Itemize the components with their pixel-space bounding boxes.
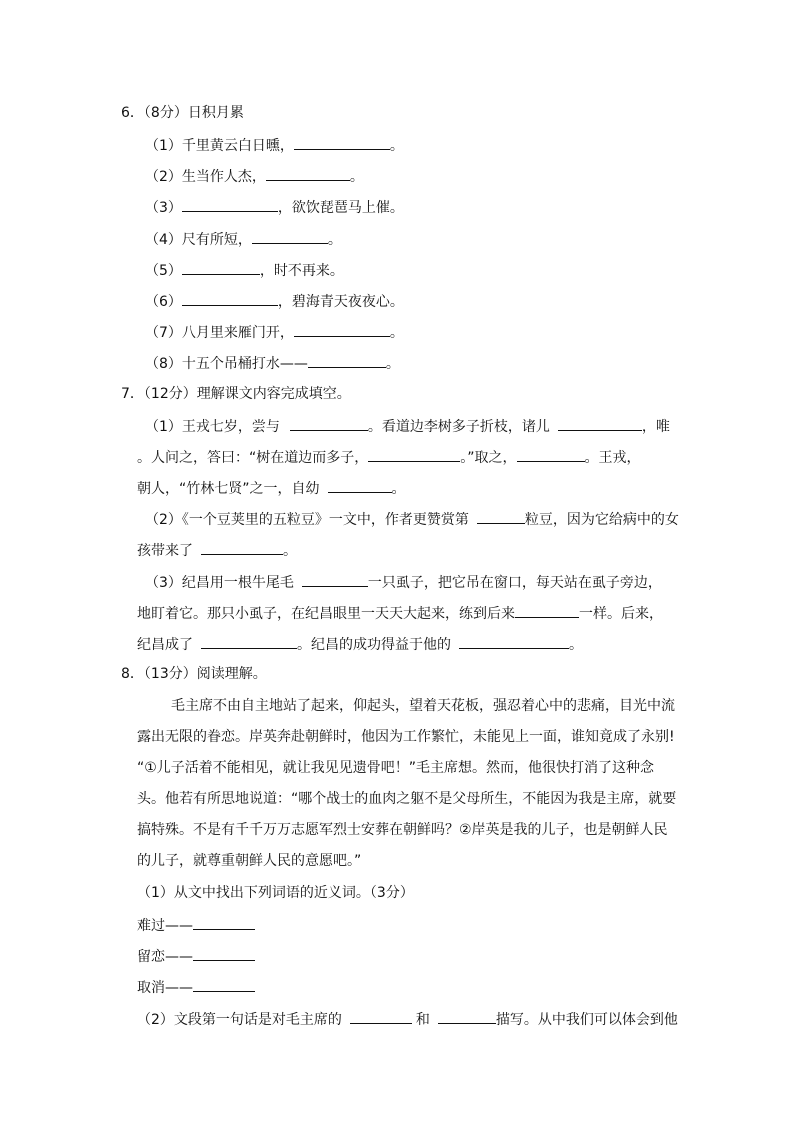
q6-item-4 — [145, 228, 342, 250]
q7-p1-text: 。 — [391, 481, 406, 497]
q8-passage-line: “①儿子活着不能相见，就让我见见遗骨吧！”毛主席想。然而，他很快打消了这种念 — [137, 760, 655, 776]
q6-item-2 — [145, 165, 364, 187]
q7-p1-text: 。王戎， — [584, 450, 641, 466]
q7-p3-text: 一只虱子，把它吊在窗口，每天站在虱子旁边， — [367, 575, 662, 591]
q7-p1-text: ，唯 — [641, 419, 670, 435]
q8-sub2-text: 描写。从中我们可以体会到他 — [495, 1012, 678, 1028]
q7-title: 7．（12分）理解课文内容完成填空。 — [121, 386, 351, 402]
q8-sub1-prompt: （1）从文中找出下列词语的近义词。（3分） — [137, 885, 414, 901]
q6-item-8-suffix: 。 — [385, 356, 400, 372]
q7-p3-line-3 — [137, 633, 583, 655]
q8-synonym-blank[interactable] — [193, 945, 255, 961]
q7-p1-line-1 — [145, 415, 670, 437]
q6-item-5-prefix: （5） — [145, 263, 182, 279]
q6-item-5-suffix: ，时不再来。 — [259, 263, 344, 279]
q7-p1-text: （1）王戎七岁，尝与 — [145, 419, 280, 435]
q7-p3-blank-3[interactable] — [201, 633, 297, 649]
q6-title: 6．（8分）日积月累 — [121, 105, 244, 121]
q6-item-6-prefix: （6） — [145, 294, 182, 310]
q7-p1-text: 。人问之，答曰：“树在道边而多子， — [137, 450, 369, 466]
q6-item-3-prefix: （3） — [145, 200, 182, 216]
q7-p2-blank-2[interactable] — [201, 539, 283, 555]
q7-p3-blank-2[interactable] — [515, 602, 579, 618]
q6-item-6-blank[interactable] — [182, 290, 278, 306]
q8-synonym-blank[interactable] — [193, 976, 255, 992]
q7-p3-text: 。纪昌的成功得益于他的 — [297, 637, 451, 653]
q8-sub2-blank-2[interactable] — [438, 1008, 496, 1024]
q7-p1-text: 。”取之， — [460, 450, 517, 466]
q7-p3-text: 一样。后来， — [579, 606, 663, 622]
q6-item-2-suffix: 。 — [349, 169, 364, 185]
q6-item-7-suffix: 。 — [389, 325, 404, 341]
q7-p3-line-2 — [137, 602, 663, 624]
q8-sub2-text: 和 — [415, 1012, 430, 1028]
q6-item-4-suffix: 。 — [327, 232, 342, 248]
q6-item-2-blank[interactable] — [266, 165, 350, 181]
q8-passage-line: 露出无限的眷恋。岸英奔赴朝鲜时，他因为工作繁忙，未能见上一面，谁知竟成了永别! — [137, 729, 675, 745]
q6-item-4-blank[interactable] — [252, 228, 328, 244]
q8-passage-line: 的儿子，就尊重朝鲜人民的意愿吧。” — [137, 853, 362, 869]
q7-p3-blank-4[interactable] — [459, 633, 569, 649]
q8-sub2-line — [137, 1008, 678, 1030]
q8-synonym-blank[interactable] — [193, 914, 255, 930]
q7-p1-blank-4[interactable] — [517, 446, 585, 462]
q6-item-8-prefix: （8）十五个吊桶打水—— — [145, 356, 308, 372]
q8-synonym-row — [137, 914, 255, 936]
q8-passage-line: 头。他若有所思地说道：“哪个战士的血肉之躯不是父母所生，不能因为我是主席，就要 — [137, 791, 677, 807]
q7-p3-blank-1[interactable] — [302, 571, 368, 587]
q6-item-1-suffix: 。 — [389, 138, 404, 154]
q7-p2-line-2 — [137, 539, 297, 561]
q7-p2-line-1 — [145, 508, 679, 530]
q7-p1-text: 。看道边李树多子折枝，诸儿 — [367, 419, 550, 435]
q7-p2-text: 粒豆，因为它给病中的女 — [524, 512, 679, 528]
q7-p2-text: 。 — [283, 543, 297, 559]
q7-p1-line-2 — [137, 446, 641, 468]
q7-p2-text: （2）《一个豆荚里的五粒豆》一文中，作者更赞赏第 — [145, 512, 469, 528]
q7-p1-text: 朝人，“竹林七贤”之一，自幼 — [137, 481, 320, 497]
q6-item-1 — [145, 134, 404, 156]
q6-item-7-blank[interactable] — [294, 321, 390, 337]
q7-p1-line-3 — [137, 477, 406, 499]
q8-synonym-word: 难过—— — [137, 918, 193, 934]
q6-item-1-blank[interactable] — [294, 134, 390, 150]
q6-item-7-prefix: （7）八月里来雁门开， — [145, 325, 294, 341]
q8-sub2-text: （2）文段第一句话是对毛主席的 — [137, 1012, 342, 1028]
q7-p3-text: （3）纪昌用一根牛尾毛 — [145, 575, 294, 591]
q6-item-3 — [145, 196, 404, 218]
q6-item-1-prefix: （1）千里黄云白日曛， — [145, 138, 294, 154]
q7-p1-blank-5[interactable] — [328, 477, 392, 493]
q6-item-6 — [145, 290, 404, 312]
q7-p2-text: 孩带来了 — [137, 543, 193, 559]
q6-item-8-blank[interactable] — [308, 352, 386, 368]
q6-item-2-prefix: （2）生当作人杰， — [145, 169, 266, 185]
q6-item-3-suffix: ，欲饮琵琶马上催。 — [277, 200, 404, 216]
q7-p3-text: 地盯着它。那只小虱子，在纪昌眼里一天天大起来，练到后来 — [137, 606, 515, 622]
q6-item-7 — [145, 321, 404, 343]
q7-p3-line-1 — [145, 571, 662, 593]
q8-synonym-word: 留恋—— — [137, 949, 193, 965]
q6-item-6-suffix: ，碧海青天夜夜心。 — [277, 294, 404, 310]
q6-item-5-blank[interactable] — [182, 259, 260, 275]
q8-synonym-row — [137, 945, 255, 967]
q7-p3-text: 。 — [569, 637, 583, 653]
q6-item-4-prefix: （4）尺有所短， — [145, 232, 252, 248]
q8-passage-line: 搞特殊。不是有千千万万志愿军烈士安葬在朝鲜吗？②岸英是我的儿子，也是朝鲜人民 — [137, 822, 668, 838]
q8-passage-line: 毛主席不由自主地站了起来，仰起头，望着天花板，强忍着心中的悲痛，目光中流 — [171, 698, 675, 714]
q7-p3-text: 纪昌成了 — [137, 637, 193, 653]
q7-p1-blank-2[interactable] — [558, 415, 642, 431]
q7-p1-blank-1[interactable] — [290, 415, 368, 431]
q8-sub2-blank-1[interactable] — [350, 1008, 412, 1024]
q7-p2-blank-1[interactable] — [477, 508, 525, 524]
q8-title: 8．（13分）阅读理解。 — [121, 666, 267, 682]
q6-item-3-blank[interactable] — [182, 196, 278, 212]
q8-synonym-row — [137, 976, 255, 998]
q7-p1-blank-3[interactable] — [368, 446, 460, 462]
q6-item-8 — [145, 352, 400, 374]
q8-synonym-word: 取消—— — [137, 980, 193, 996]
q6-item-5 — [145, 259, 344, 281]
